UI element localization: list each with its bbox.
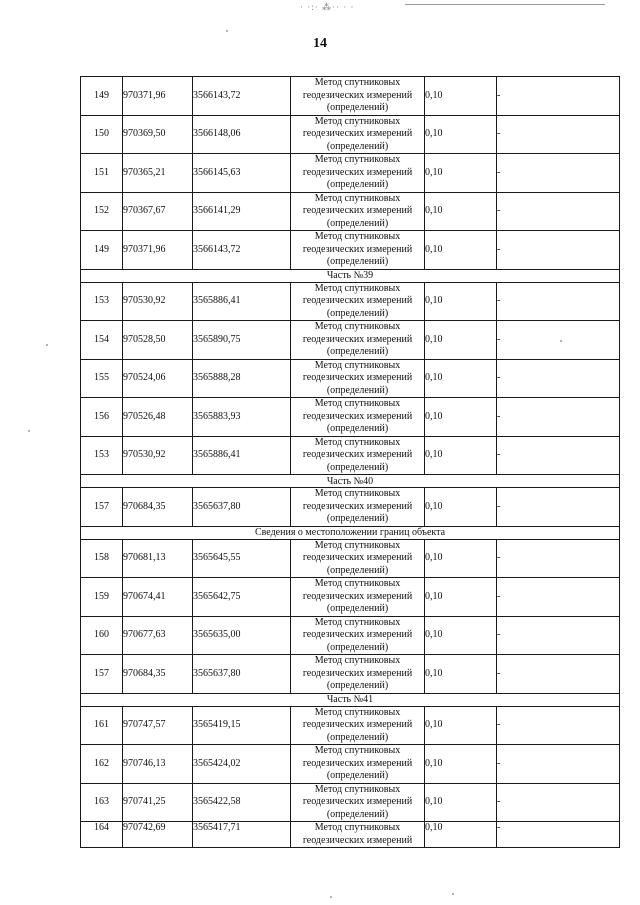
note-cell: - <box>497 77 620 116</box>
accuracy-cell: 0,10 <box>425 745 497 784</box>
method-cell: Метод спутниковых геодезических измерений (определений) <box>291 539 425 578</box>
coordinate-x-cell: 970530,92 <box>123 282 193 321</box>
coordinate-x-cell: 970746,13 <box>123 745 193 784</box>
coordinate-y-cell: 3565883,93 <box>193 398 291 437</box>
coordinate-y-cell: 3565886,41 <box>193 436 291 475</box>
coordinate-y-cell: 3565645,55 <box>193 539 291 578</box>
point-number-cell: 154 <box>81 321 123 360</box>
section-title: Часть №41 <box>81 693 620 706</box>
scan-speck <box>330 896 332 898</box>
coordinate-y-cell: 3566143,72 <box>193 77 291 116</box>
method-cell: Метод спутниковых геодезических измерений <box>291 822 425 848</box>
coordinate-x-cell: 970371,96 <box>123 77 193 116</box>
coordinate-x-cell: 970741,25 <box>123 783 193 822</box>
method-cell: Метод спутниковых геодезических измерений (определений) <box>291 488 425 527</box>
coordinate-y-cell: 3565419,15 <box>193 706 291 745</box>
accuracy-cell: 0,10 <box>425 192 497 231</box>
point-number-cell: 157 <box>81 655 123 694</box>
point-number-cell: 161 <box>81 706 123 745</box>
scan-speck <box>560 340 562 342</box>
method-cell: Метод спутниковых геодезических измерений (определений) <box>291 282 425 321</box>
point-number-cell: 156 <box>81 398 123 437</box>
method-cell: Метод спутниковых геодезических измерений (определений) <box>291 192 425 231</box>
note-cell: - <box>497 359 620 398</box>
coordinate-x-cell: 970677,63 <box>123 616 193 655</box>
note-cell: - <box>497 154 620 193</box>
accuracy-cell: 0,10 <box>425 359 497 398</box>
coordinates-table <box>80 76 620 848</box>
table-row <box>81 539 620 578</box>
table-row <box>81 398 620 437</box>
note-cell: - <box>497 488 620 527</box>
scan-artifact-line <box>405 4 605 5</box>
point-number-cell: 158 <box>81 539 123 578</box>
point-number-cell: 163 <box>81 783 123 822</box>
method-cell: Метод спутниковых геодезических измерений (определений) <box>291 359 425 398</box>
method-cell: Метод спутниковых геодезических измерений (определений) <box>291 321 425 360</box>
method-cell: Метод спутниковых геодезических измерений (определений) <box>291 655 425 694</box>
accuracy-cell: 0,10 <box>425 282 497 321</box>
accuracy-cell: 0,10 <box>425 578 497 617</box>
coordinate-x-cell: 970747,57 <box>123 706 193 745</box>
point-number-cell: 152 <box>81 192 123 231</box>
coordinate-x-cell: 970365,21 <box>123 154 193 193</box>
coordinate-x-cell: 970369,50 <box>123 115 193 154</box>
note-cell: - <box>497 192 620 231</box>
point-number-cell: 159 <box>81 578 123 617</box>
coordinate-x-cell: 970528,50 <box>123 321 193 360</box>
coordinate-y-cell: 3565422,58 <box>193 783 291 822</box>
accuracy-cell: 0,10 <box>425 616 497 655</box>
table-row <box>81 231 620 270</box>
coordinate-x-cell: 970674,41 <box>123 578 193 617</box>
table-row <box>81 783 620 822</box>
scan-artifact-mark: · ·:· ⁂·· · · <box>300 2 355 12</box>
accuracy-cell: 0,10 <box>425 436 497 475</box>
method-cell: Метод спутниковых геодезических измерений (определений) <box>291 745 425 784</box>
point-number-cell: 153 <box>81 436 123 475</box>
table-row <box>81 282 620 321</box>
method-cell: Метод спутниковых геодезических измерений (определений) <box>291 578 425 617</box>
coordinates-table-body <box>81 77 620 848</box>
note-cell: - <box>497 783 620 822</box>
method-cell: Метод спутниковых геодезических измерений (определений) <box>291 115 425 154</box>
method-cell: Метод спутниковых геодезических измерений (определений) <box>291 706 425 745</box>
table-row <box>81 488 620 527</box>
accuracy-cell: 0,10 <box>425 398 497 437</box>
table-row <box>81 745 620 784</box>
point-number-cell: 157 <box>81 488 123 527</box>
table-row <box>81 822 620 848</box>
scan-speck <box>452 893 454 895</box>
point-number-cell: 149 <box>81 77 123 116</box>
coordinate-y-cell: 3566143,72 <box>193 231 291 270</box>
point-number-cell: 153 <box>81 282 123 321</box>
coordinate-x-cell: 970371,96 <box>123 231 193 270</box>
table-row <box>81 578 620 617</box>
note-cell: - <box>497 706 620 745</box>
coordinate-x-cell: 970742,69 <box>123 822 193 848</box>
table-row <box>81 321 620 360</box>
note-cell: - <box>497 616 620 655</box>
scan-speck <box>28 430 30 432</box>
table-row <box>81 154 620 193</box>
coordinate-x-cell: 970684,35 <box>123 488 193 527</box>
accuracy-cell: 0,10 <box>425 488 497 527</box>
method-cell: Метод спутниковых геодезических измерений (определений) <box>291 616 425 655</box>
table-row <box>81 616 620 655</box>
point-number-cell: 164 <box>81 822 123 848</box>
note-cell: - <box>497 282 620 321</box>
method-cell: Метод спутниковых геодезических измерений (определений) <box>291 154 425 193</box>
note-cell: - <box>497 398 620 437</box>
coordinate-y-cell: 3565886,41 <box>193 282 291 321</box>
method-cell: Метод спутниковых геодезических измерений (определений) <box>291 436 425 475</box>
coordinate-x-cell: 970524,06 <box>123 359 193 398</box>
point-number-cell: 162 <box>81 745 123 784</box>
point-number-cell: 155 <box>81 359 123 398</box>
note-cell: - <box>497 745 620 784</box>
coordinate-y-cell: 3566148,06 <box>193 115 291 154</box>
section-title: Часть №39 <box>81 269 620 282</box>
note-cell: - <box>497 539 620 578</box>
note-cell: - <box>497 578 620 617</box>
table-row <box>81 359 620 398</box>
accuracy-cell: 0,10 <box>425 115 497 154</box>
coordinate-y-cell: 3565424,02 <box>193 745 291 784</box>
coordinate-y-cell: 3565888,28 <box>193 359 291 398</box>
section-header-row <box>81 526 620 539</box>
note-cell: - <box>497 115 620 154</box>
coordinate-x-cell: 970367,67 <box>123 192 193 231</box>
point-number-cell: 149 <box>81 231 123 270</box>
coordinate-x-cell: 970530,92 <box>123 436 193 475</box>
accuracy-cell: 0,10 <box>425 154 497 193</box>
accuracy-cell: 0,10 <box>425 77 497 116</box>
table-row <box>81 192 620 231</box>
section-header-row <box>81 693 620 706</box>
table-row <box>81 706 620 745</box>
note-cell: - <box>497 436 620 475</box>
coordinate-y-cell: 3566145,63 <box>193 154 291 193</box>
method-cell: Метод спутниковых геодезических измерений (определений) <box>291 398 425 437</box>
accuracy-cell: 0,10 <box>425 539 497 578</box>
section-header-row <box>81 269 620 282</box>
coordinate-y-cell: 3565637,80 <box>193 655 291 694</box>
method-cell: Метод спутниковых геодезических измерений (определений) <box>291 77 425 116</box>
page-number: 14 <box>313 36 327 51</box>
section-header-row <box>81 475 620 488</box>
note-cell: - <box>497 822 620 848</box>
coordinate-y-cell: 3565417,71 <box>193 822 291 848</box>
table-row <box>81 77 620 116</box>
accuracy-cell: 0,10 <box>425 783 497 822</box>
coordinate-y-cell: 3566141,29 <box>193 192 291 231</box>
coordinate-x-cell: 970526,48 <box>123 398 193 437</box>
coordinate-x-cell: 970684,35 <box>123 655 193 694</box>
accuracy-cell: 0,10 <box>425 706 497 745</box>
coordinate-x-cell: 970681,13 <box>123 539 193 578</box>
scan-speck <box>226 30 228 32</box>
table-row <box>81 436 620 475</box>
point-number-cell: 160 <box>81 616 123 655</box>
accuracy-cell: 0,10 <box>425 655 497 694</box>
coordinate-y-cell: 3565635,00 <box>193 616 291 655</box>
section-title: Сведения о местоположении границ объекта <box>81 526 620 539</box>
note-cell: - <box>497 655 620 694</box>
coordinate-y-cell: 3565890,75 <box>193 321 291 360</box>
table-row <box>81 655 620 694</box>
method-cell: Метод спутниковых геодезических измерений (определений) <box>291 783 425 822</box>
accuracy-cell: 0,10 <box>425 231 497 270</box>
accuracy-cell: 0,10 <box>425 321 497 360</box>
section-title: Часть №40 <box>81 475 620 488</box>
point-number-cell: 150 <box>81 115 123 154</box>
table-row <box>81 115 620 154</box>
note-cell: - <box>497 231 620 270</box>
coordinate-y-cell: 3565637,80 <box>193 488 291 527</box>
note-cell: - <box>497 321 620 360</box>
coordinate-y-cell: 3565642,75 <box>193 578 291 617</box>
point-number-cell: 151 <box>81 154 123 193</box>
method-cell: Метод спутниковых геодезических измерений (определений) <box>291 231 425 270</box>
accuracy-cell: 0,10 <box>425 822 497 848</box>
scan-speck <box>46 344 48 346</box>
